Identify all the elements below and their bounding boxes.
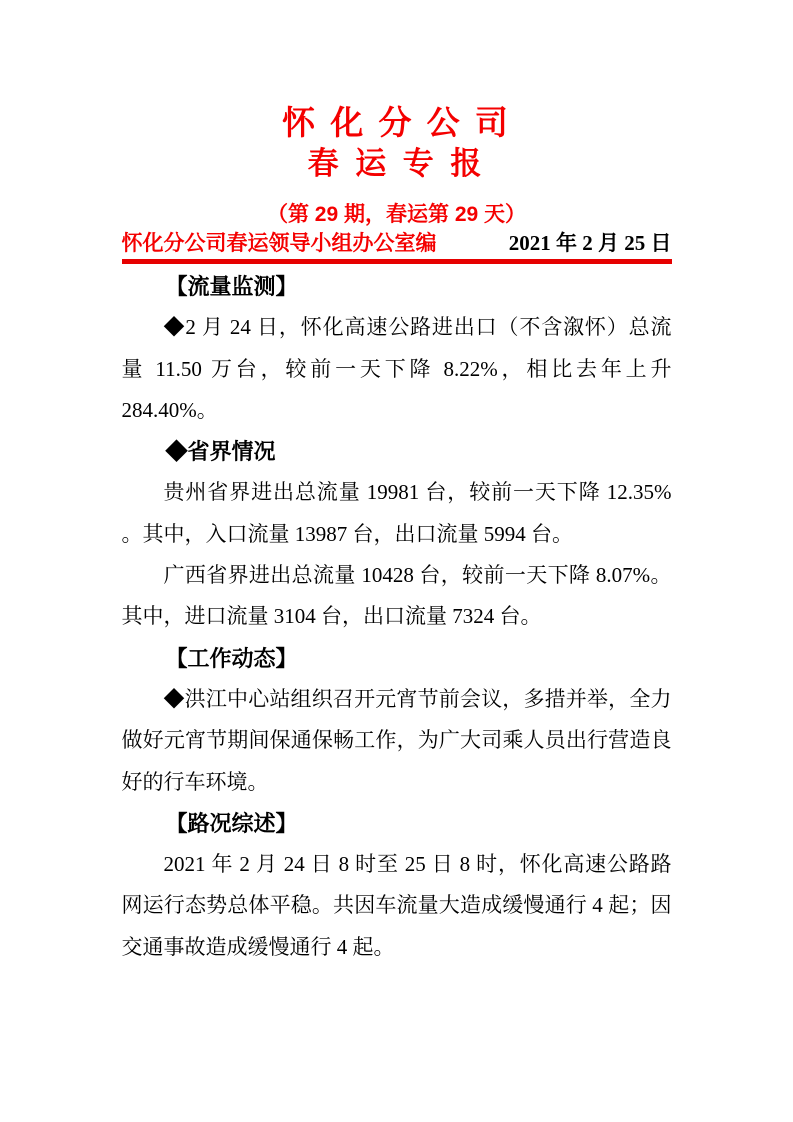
masthead	[122, 230, 672, 257]
document-header	[0, 0, 793, 228]
paragraph: 贵州省界进出总流量 19981 台，较前一天下降 12.35% 。其中，入口流量 13987 台，出口流量 5994 台。	[121, 480, 672, 546]
section-traffic-monitoring	[122, 266, 672, 431]
section-road-conditions	[122, 803, 672, 968]
issue-note: （第 29 期，春运第 29 天）	[266, 203, 527, 226]
section-work-updates	[122, 638, 672, 803]
paragraph: ◆2 月 24 日，怀化高速公路进出口（不含溆怀）总流量 11.50 万台，较前一天下降 8.22%，相比去年上升 284.40%。	[121, 315, 672, 422]
paragraph: 2021 年 2 月 24 日 8 时至 25 日 8 时，怀化高速公路路网运行态势总体平稳。共因车流量大造成缓慢通行 4 起；因交通事故造成缓慢通行 4 起。	[121, 852, 672, 959]
section-heading: 【路况综述】	[165, 810, 298, 836]
publish-date: 2021 年 2 月 25 日	[508, 231, 672, 255]
section-heading: ◆省界情况	[165, 439, 276, 465]
editor-credit: 怀化分公司春运领导小组办公室编	[121, 231, 437, 255]
section-heading: 【流量监测】	[165, 274, 298, 299]
paragraph: 广西省界进出总流量 10428 台，较前一天下降 8.07%。其中，进口流量 3104 台，出口流量 7324 台。	[121, 563, 672, 629]
report-title: 春 运 专 报	[307, 146, 486, 181]
masthead-divider-line	[122, 259, 672, 264]
section-heading: 【工作动态】	[165, 645, 298, 671]
document-body	[122, 266, 672, 968]
company-title: 怀 化 分 公 司	[282, 104, 511, 141]
section-provincial-border	[122, 431, 672, 637]
paragraph: ◆洪江中心站组织召开元宵节前会议，多措并举，全力做好元宵节期间保通保畅工作，为广大司乘人员出行营造良好的行车环境。	[121, 686, 672, 794]
